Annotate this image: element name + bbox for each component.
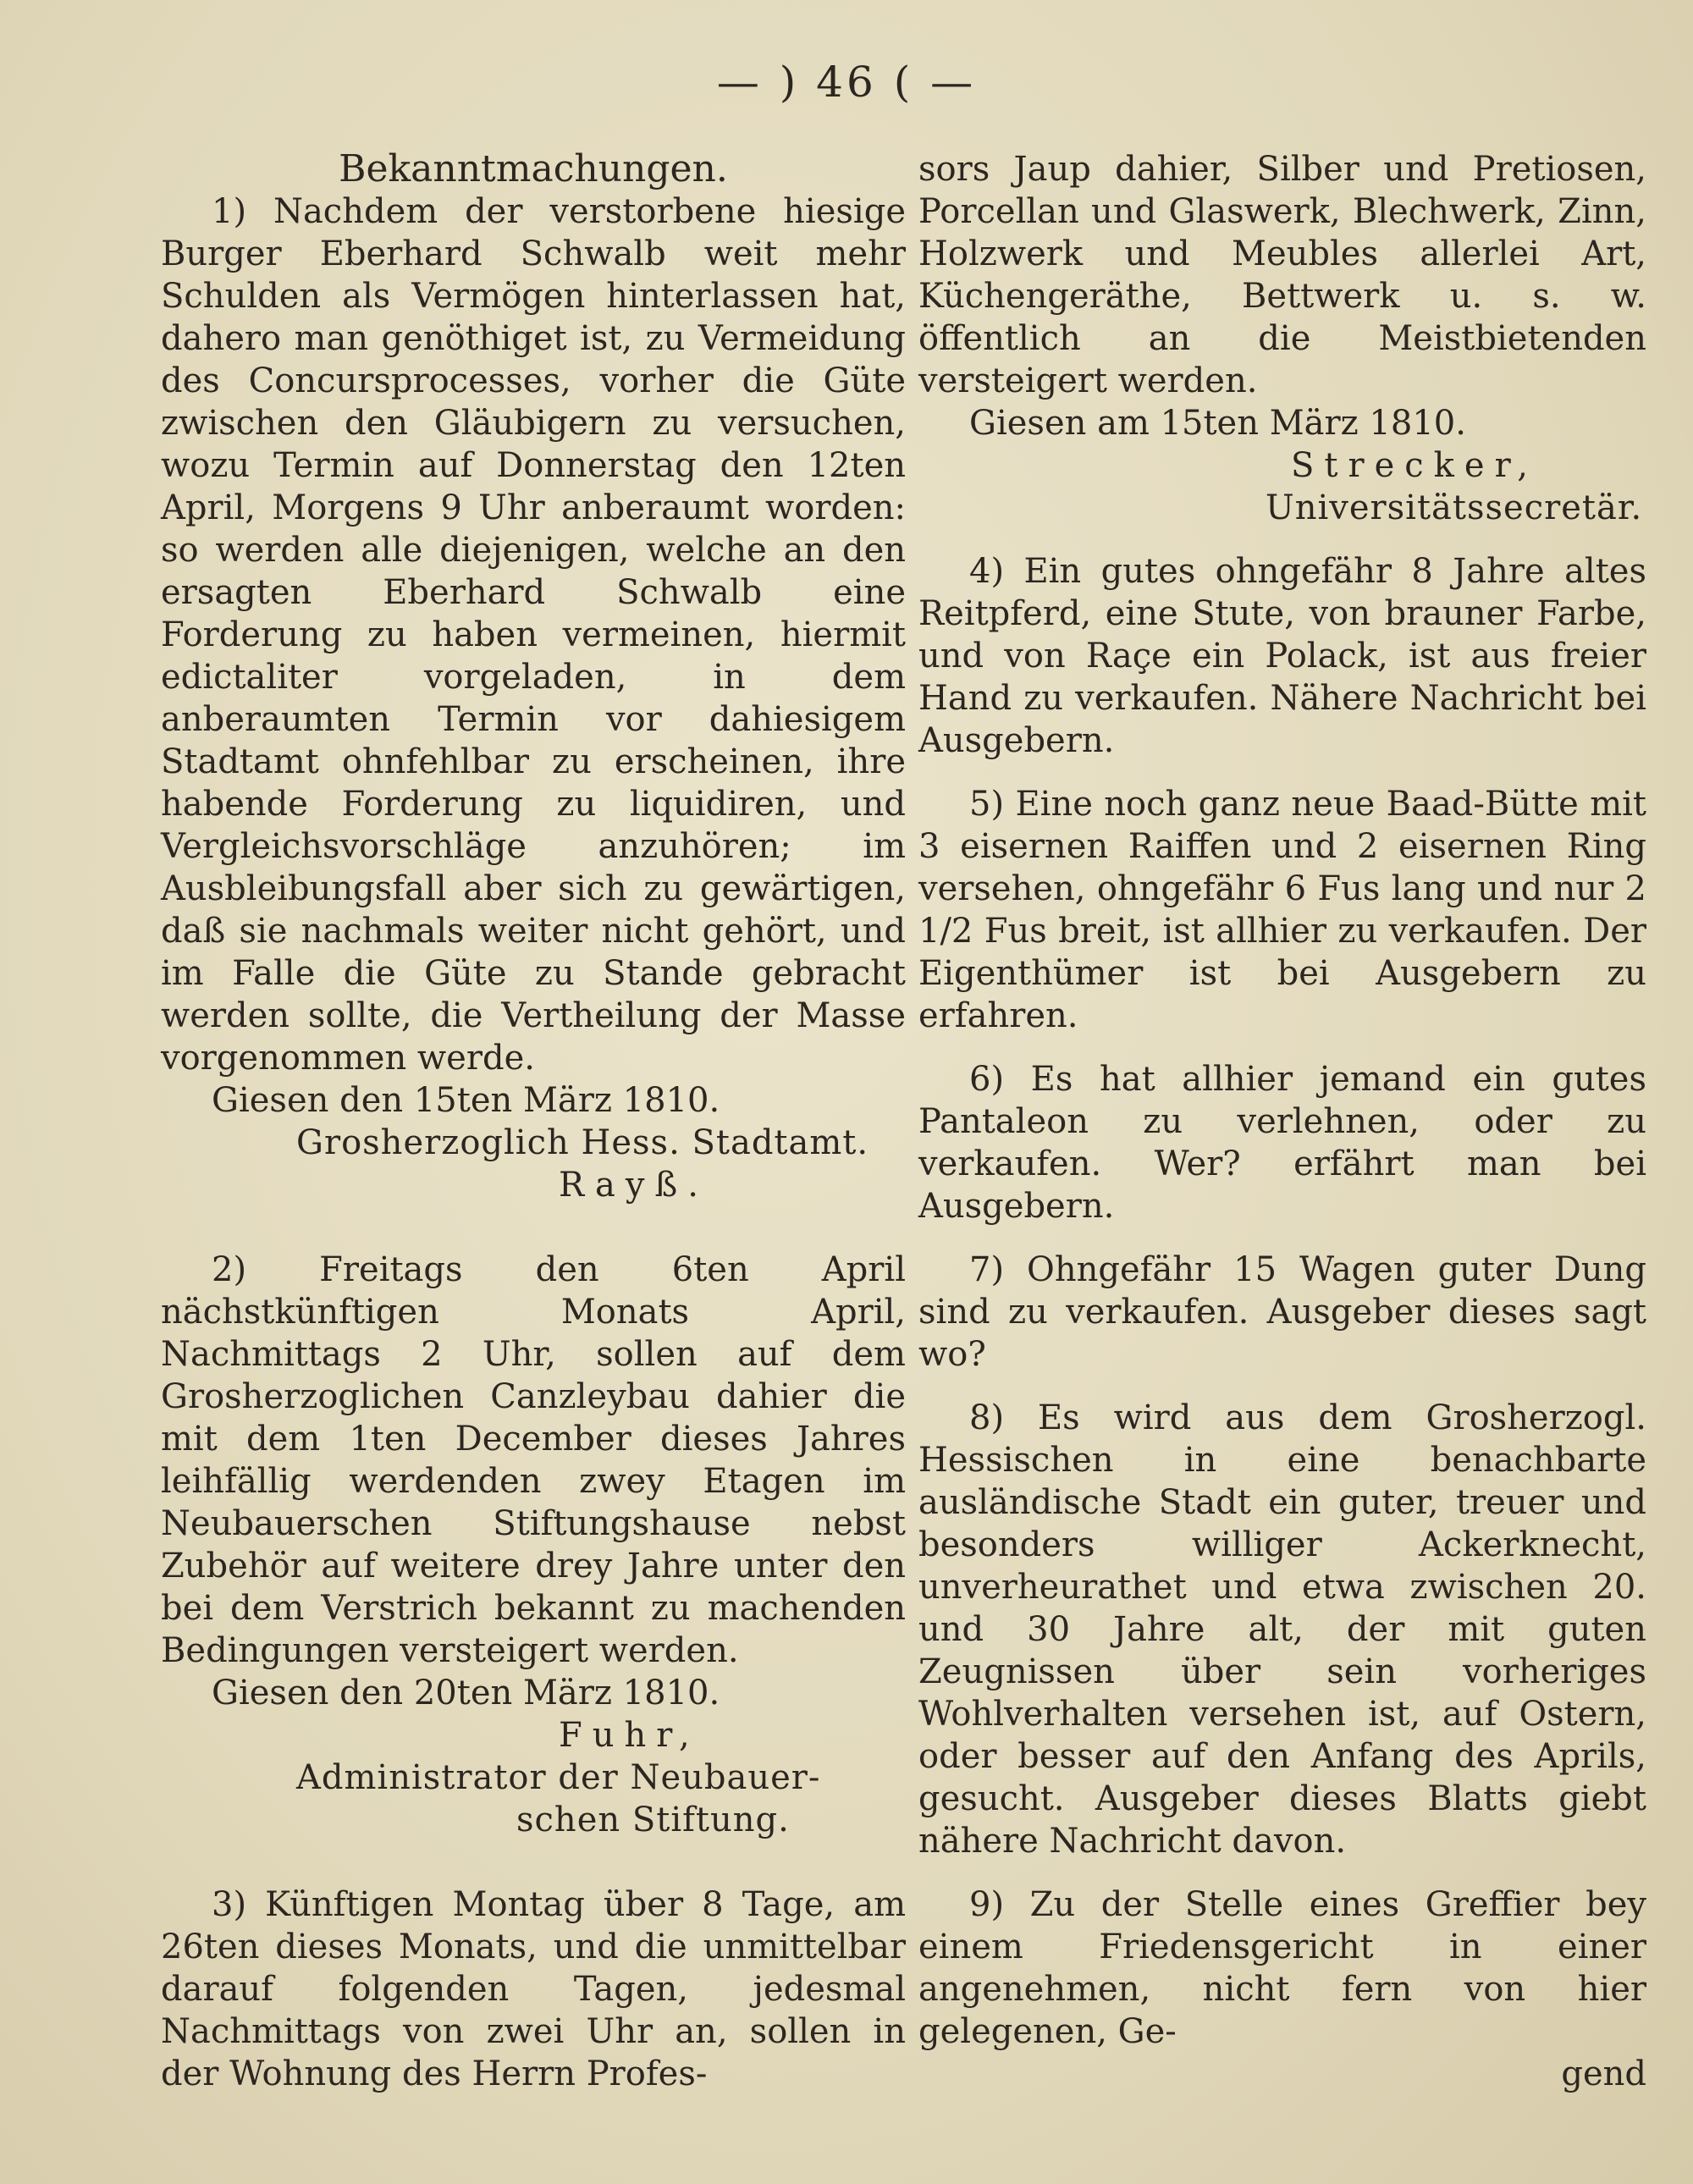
notice-1-office: Grosherzoglich Hess. Stadtamt.	[296, 1123, 869, 1162]
notice-2-title-line1: Administrator der Neubauer-	[296, 1758, 821, 1797]
spacer	[918, 1227, 1646, 1249]
notice-3-title: Universitätssecretär.	[1266, 488, 1643, 527]
spacer	[918, 762, 1646, 783]
notice-2-date: Giesen den 20ten März 1810.	[212, 1674, 720, 1712]
notice-3-text-continued: sors Jaup dahier, Silber und Pretiosen, Porcellan und Glaswerk, Blechwerk, Zinn, Holzwerk und Meubles allerlei Art, Küchengeräthe, Bettwerk u. s. w. öffentlich an die Meistbietenden versteigert werden.	[918, 150, 1646, 400]
notice-1-signature: Rayß.	[559, 1166, 709, 1205]
notice-2-title-line2: schen Stiftung.	[516, 1801, 790, 1839]
spacer	[918, 529, 1646, 550]
notice-3-signature: Strecker,	[1291, 446, 1539, 485]
catchword: gend	[1561, 2054, 1646, 2093]
page-number: — ) 46 ( —	[716, 58, 977, 107]
spacer	[918, 1037, 1646, 1058]
notice-2-text: 2) Freitags den 6ten April nächstkünftigen Monats April, Nachmittags 2 Uhr, sollen auf dem Grosherzoglichen Canzleybau dahier die mit dem 1ten December dieses Jahres leihfällig werdenden zwey Etagen im Neubauerschen Stiftungshause nebst Zubehör auf weitere drey Jahre unter den bei dem Verstrich bekannt zu machenden Bedingungen versteigert werden.	[161, 1250, 906, 1670]
right-column	[918, 148, 1646, 2095]
notice-8-text: 8) Es wird aus dem Grosherzogl. Hessischen in eine benachbarte ausländische Stadt ein guter, treuer und besonders williger Ackerknecht, unverheurathet und etwa zwischen 20. und 30 Jahre alt, der mit guten Zeugnissen über sein vorheriges Wohlverhalten versehen ist, auf Ostern, oder besser auf den Anfang des Aprils, gesucht. Ausgeber dieses Blatts giebt nähere Nachricht davon.	[918, 1398, 1646, 1861]
section-heading: Bekanntmachungen.	[339, 147, 728, 190]
notice-6-text: 6) Es hat allhier jemand ein gutes Pantaleon zu verlehnen, oder zu verkaufen. Wer? erfährt man bei Ausgebern.	[918, 1060, 1646, 1226]
notice-3-text-start: 3) Künftigen Montag über 8 Tage, am 26ten dieses Monats, und die unmittelbar darauf folgenden Tagen, jedesmal Nachmittags von zwei Uhr an, sollen in der Wohnung des Herrn Profes-	[161, 1885, 906, 2093]
notice-7-text: 7) Ohngefähr 15 Wagen guter Dung sind zu verkaufen. Ausgeber dieses sagt wo?	[918, 1250, 1646, 1374]
notice-4-text: 4) Ein gutes ohngefähr 8 Jahre altes Reitpferd, eine Stute, von brauner Farbe, und von Raçe ein Polack, ist aus freier Hand zu verkaufen. Nähere Nachricht bei Ausgebern.	[918, 552, 1646, 760]
spacer	[161, 1206, 906, 1249]
notice-2-signature: Fuhr,	[559, 1716, 700, 1755]
notice-1-date: Giesen den 15ten März 1810.	[212, 1081, 720, 1120]
spacer	[161, 1841, 906, 1883]
spacer	[918, 1376, 1646, 1397]
left-column	[161, 148, 906, 2095]
notice-9-text: 9) Zu der Stelle eines Greffier bey einem Friedensgericht in einer angenehmen, nicht fern von hier gelegenen, Ge-	[918, 1885, 1646, 2051]
spacer	[918, 1862, 1646, 1883]
notice-3-date: Giesen am 15ten März 1810.	[969, 404, 1466, 443]
notice-1-text: 1) Nachdem der verstorbene hiesige Burger Eberhard Schwalb weit mehr Schulden als Vermögen hinterlassen hat, dahero man genöthiget ist, zu Vermeidung des Concursprocesses, vorher die Güte zwischen den Gläubigern zu versuchen, wozu Termin auf Donnerstag den 12ten April, Morgens 9 Uhr anberaumt worden: so werden alle diejenigen, welche an den ersagten Eberhard Schwalb eine Forderung zu haben vermeinen, hiermit edictaliter vorgeladen, in dem anberaumten Termin vor dahiesigem Stadtamt ohnfehlbar zu erscheinen, ihre habende Forderung zu liquidiren, und Vergleichsvorschläge anzuhören; im Ausbleibungsfall aber sich zu gewärtigen, daß sie nachmals weiter nicht gehört, und im Falle die Güte zu Stande gebracht werden sollte, die Vertheilung der Masse vorgenommen werde.	[161, 192, 906, 1078]
notice-5-text: 5) Eine noch ganz neue Baad-Bütte mit 3 eisernen Raiffen und 2 eisernen Ring versehen, ohngefähr 6 Fus lang und nur 2 1/2 Fus breit, ist allhier zu verkaufen. Der Eigenthümer ist bei Ausgebern zu erfahren.	[918, 785, 1646, 1035]
